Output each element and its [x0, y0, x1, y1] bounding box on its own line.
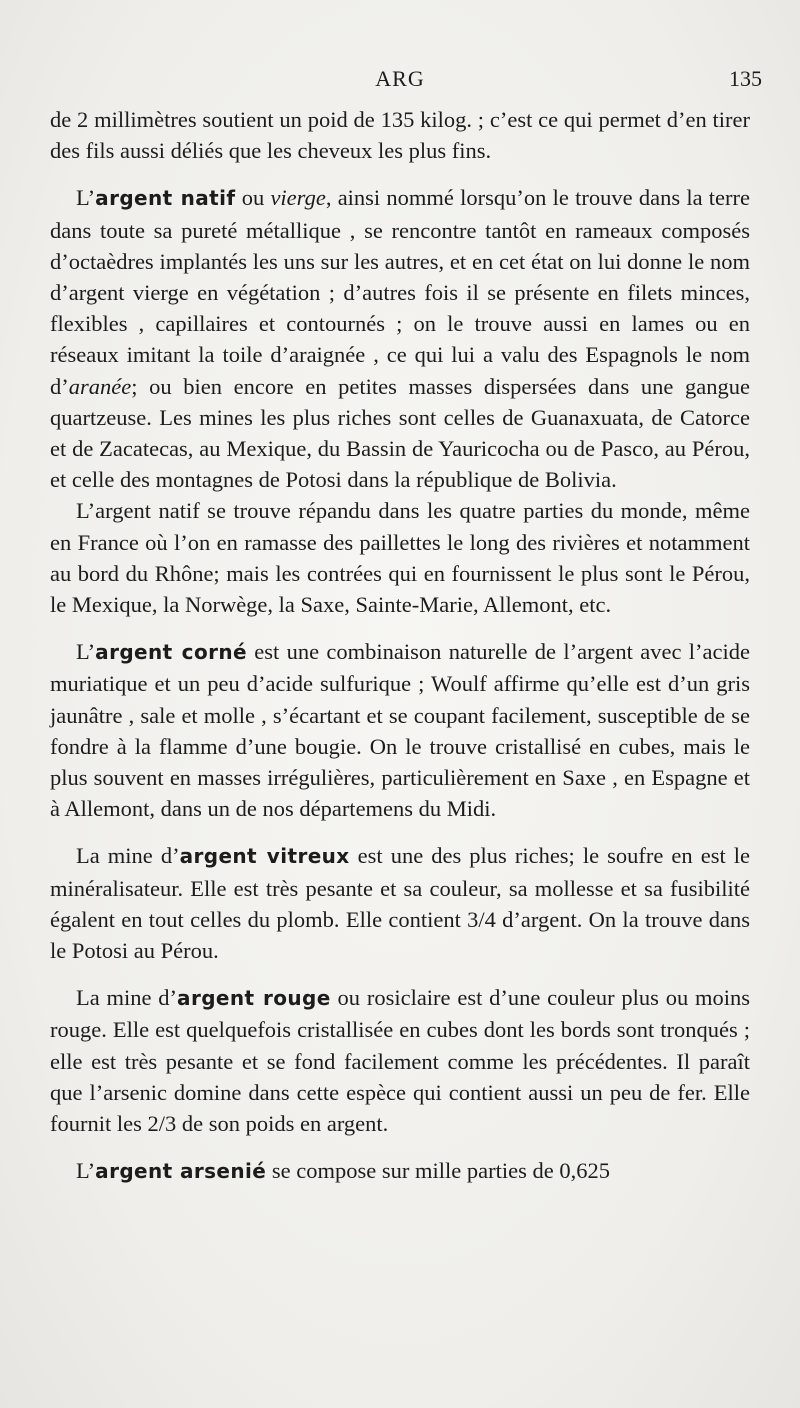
- italic-term: vierge: [270, 185, 326, 211]
- term-argent-arsenie: argent arsenié: [95, 1159, 267, 1184]
- paragraph-lead: L’: [76, 639, 96, 665]
- paragraph-lead: L’: [76, 1158, 96, 1184]
- running-head: ARG: [375, 66, 425, 91]
- italic-term: aranée: [68, 373, 132, 399]
- page-header: [0, 66, 800, 96]
- paragraph-lead: La mine d’: [76, 985, 178, 1011]
- paragraph-lead: La mine d’: [76, 843, 180, 869]
- paragraph-argent-natif-distribution: [50, 495, 750, 620]
- term-argent-rouge: argent rouge: [177, 986, 331, 1011]
- term-argent-corne: argent corné: [95, 640, 247, 665]
- paragraph-argent-arsenie: [50, 1155, 750, 1187]
- paragraph-text: se compose sur mille parties de 0,625: [266, 1158, 610, 1184]
- paragraph-text: ou rosiclaire est d’une couleur plus ou moins rouge. Elle est quelquefois cristallisée en cubes dont les bords sont tronqués ; elle est très pesante et se fond facilement comme les précédentes. Il paraît que l’arsenic domine dans cette espèce qui contient aussi un peu de fer. Elle fournit les 2/3 de son poids en argent.: [50, 985, 750, 1137]
- page-number: 135: [729, 66, 762, 91]
- paragraph-text: est une combinaison naturelle de l’argent avec l’acide muriatique et un peu d’acide sulfurique ; Woulf affirme qu’elle est d’un gris jaunâtre , sale et molle , s’écartant et se coupant facilement, susceptible de se fondre à la flamme d’une bougie. On le trouve cristallisé en cubes, mais le plus souvent en masses irrégulières, particulièrement en Saxe , en Espagne et à Allemont, dans un de nos départemens du Midi.: [50, 639, 750, 822]
- term-argent-natif: argent natif: [95, 186, 236, 211]
- paragraph-text: L’argent natif se trouve répandu dans les quatre parties du monde, même en France où l’on en ramasse des paillettes le long des rivières et notamment au bord du Rhône; mais les contrées qui en fournissent le plus sont le Pérou, le Mexique, la Norwège, la Saxe, Sainte-Marie, Allemont, etc.: [50, 498, 750, 618]
- paragraph-argent-vitreux: [50, 840, 750, 966]
- paragraph-text: ou: [235, 185, 271, 211]
- paragraph-argent-corne: [50, 636, 750, 824]
- paragraph-argent-natif: [50, 182, 750, 495]
- paragraph-text: ; ou bien encore en petites masses dispersées dans une gangue quartzeuse. Les mines les plus riches sont celles de Guanaxuata, de Catorce et de Zacatecas, au Mexique, du Bassin de Yauricocha ou de Pasco, au Pérou, et celle des montagnes de Potosi dans la république de Bolivia.: [50, 373, 750, 493]
- paragraph-lead: L’: [76, 185, 96, 211]
- paragraph-text: est une des plus riches; le soufre en est le minéralisateur. Elle est très pesante et sa couleur, sa mollesse et sa fusibilité égalent en tout celles du plomb. Elle contient 3/4 d’argent. On la trouve dans le Potosi au Pérou.: [50, 843, 750, 964]
- paragraph-text: , ainsi nommé lorsqu’on le trouve dans la terre dans toute sa pureté métallique , se rencontre tantôt en rameaux composés d’octaèdres implantés les uns sur les autres, et en cet état on lui donne le nom d’argent vierge en végétation ; d’autres fois il se présente en filets minces, flexibles , capillaires et contournés ; on le trouve aussi en lames ou en réseaux imitant la toile d’araignée , ce qui lui a valu des Espagnols le nom d’: [50, 185, 751, 399]
- paragraph-text: de 2 millimètres soutient un poid de 135 kilog. ; c’est ce qui permet d’en tirer des fils aussi déliés que les cheveux les plus fins.: [50, 107, 750, 164]
- paragraph-argent-rouge: [50, 982, 750, 1139]
- paragraph-continuation: [50, 104, 750, 166]
- body-text: [50, 104, 750, 1188]
- term-argent-vitreux: argent vitreux: [179, 844, 350, 869]
